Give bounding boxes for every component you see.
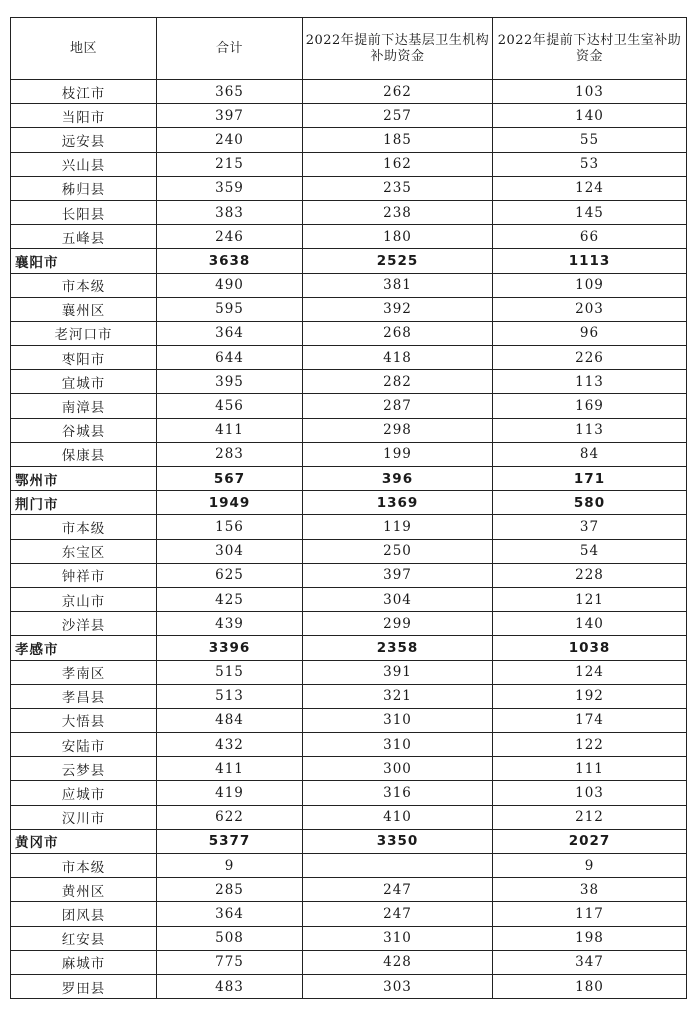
region-cell: 孝昌县 <box>11 684 157 708</box>
region-cell: 枣阳市 <box>11 346 157 370</box>
table-row <box>11 442 687 466</box>
table-row <box>11 104 687 128</box>
region-cell: 麻城市 <box>11 950 157 974</box>
grassroots-fund-cell: 391 <box>303 660 493 684</box>
table-row <box>11 200 687 224</box>
total-cell: 397 <box>157 104 303 128</box>
table-row <box>11 926 687 950</box>
table-row <box>11 974 687 998</box>
village-fund-cell: 55 <box>493 128 687 152</box>
total-cell: 359 <box>157 176 303 200</box>
table-row <box>11 394 687 418</box>
grassroots-fund-cell: 2525 <box>303 249 493 273</box>
region-cell: 应城市 <box>11 781 157 805</box>
table-row <box>11 418 687 442</box>
grassroots-fund-cell: 2358 <box>303 636 493 660</box>
table-row <box>11 346 687 370</box>
grassroots-fund-cell: 310 <box>303 926 493 950</box>
grassroots-fund-cell: 250 <box>303 539 493 563</box>
table-row <box>11 612 687 636</box>
table-row <box>11 708 687 732</box>
table-row <box>11 539 687 563</box>
grassroots-fund-cell: 310 <box>303 708 493 732</box>
grassroots-fund-cell: 397 <box>303 563 493 587</box>
total-cell: 513 <box>157 684 303 708</box>
region-cell: 老河口市 <box>11 321 157 345</box>
grassroots-fund-cell: 299 <box>303 612 493 636</box>
total-cell: 364 <box>157 321 303 345</box>
grassroots-fund-cell: 410 <box>303 805 493 829</box>
village-fund-cell: 113 <box>493 418 687 442</box>
total-cell: 515 <box>157 660 303 684</box>
total-cell: 411 <box>157 418 303 442</box>
village-fund-cell: 122 <box>493 733 687 757</box>
header-grassroots-fund: 2022年提前下达基层卫生机构补助资金 <box>303 18 493 80</box>
table-row <box>11 587 687 611</box>
table-row <box>11 950 687 974</box>
village-fund-cell: 124 <box>493 176 687 200</box>
grassroots-fund-cell: 381 <box>303 273 493 297</box>
village-fund-cell: 203 <box>493 297 687 321</box>
region-cell: 五峰县 <box>11 225 157 249</box>
region-cell: 襄阳市 <box>11 249 157 273</box>
total-cell: 9 <box>157 854 303 878</box>
grassroots-fund-cell: 119 <box>303 515 493 539</box>
total-cell: 383 <box>157 200 303 224</box>
grassroots-fund-cell: 282 <box>303 370 493 394</box>
grassroots-fund-cell: 392 <box>303 297 493 321</box>
village-fund-cell: 192 <box>493 684 687 708</box>
total-cell: 3396 <box>157 636 303 660</box>
table-row <box>11 321 687 345</box>
table-row <box>11 370 687 394</box>
region-cell: 汉川市 <box>11 805 157 829</box>
grassroots-fund-cell: 321 <box>303 684 493 708</box>
total-cell: 283 <box>157 442 303 466</box>
region-cell: 远安县 <box>11 128 157 152</box>
region-cell: 市本级 <box>11 515 157 539</box>
city-total-row <box>11 249 687 273</box>
table-row <box>11 733 687 757</box>
grassroots-fund-cell: 235 <box>303 176 493 200</box>
region-cell: 团风县 <box>11 902 157 926</box>
total-cell: 508 <box>157 926 303 950</box>
table-row <box>11 878 687 902</box>
village-fund-cell: 226 <box>493 346 687 370</box>
region-cell: 沙洋县 <box>11 612 157 636</box>
region-cell: 安陆市 <box>11 733 157 757</box>
village-fund-cell: 111 <box>493 757 687 781</box>
grassroots-fund-cell: 396 <box>303 467 493 491</box>
region-cell: 东宝区 <box>11 539 157 563</box>
region-cell: 孝感市 <box>11 636 157 660</box>
total-cell: 456 <box>157 394 303 418</box>
village-fund-cell: 103 <box>493 80 687 104</box>
total-cell: 304 <box>157 539 303 563</box>
village-fund-cell: 169 <box>493 394 687 418</box>
region-cell: 大悟县 <box>11 708 157 732</box>
village-fund-cell: 212 <box>493 805 687 829</box>
grassroots-fund-cell: 238 <box>303 200 493 224</box>
table-row <box>11 152 687 176</box>
region-cell: 市本级 <box>11 273 157 297</box>
total-cell: 156 <box>157 515 303 539</box>
grassroots-fund-cell: 428 <box>303 950 493 974</box>
village-fund-cell: 171 <box>493 467 687 491</box>
region-cell: 谷城县 <box>11 418 157 442</box>
region-cell: 罗田县 <box>11 974 157 998</box>
village-fund-cell: 124 <box>493 660 687 684</box>
funding-table-container <box>10 17 686 999</box>
grassroots-fund-cell: 287 <box>303 394 493 418</box>
region-cell: 黄冈市 <box>11 829 157 853</box>
region-cell: 宜城市 <box>11 370 157 394</box>
village-fund-cell: 198 <box>493 926 687 950</box>
total-cell: 395 <box>157 370 303 394</box>
region-cell: 钟祥市 <box>11 563 157 587</box>
table-row <box>11 854 687 878</box>
region-cell: 黄州区 <box>11 878 157 902</box>
total-cell: 215 <box>157 152 303 176</box>
table-row <box>11 273 687 297</box>
table-row <box>11 225 687 249</box>
table-body <box>11 80 687 999</box>
total-cell: 425 <box>157 587 303 611</box>
village-fund-cell: 580 <box>493 491 687 515</box>
grassroots-fund-cell: 1369 <box>303 491 493 515</box>
village-fund-cell: 140 <box>493 612 687 636</box>
total-cell: 567 <box>157 467 303 491</box>
region-cell: 保康县 <box>11 442 157 466</box>
table-row <box>11 757 687 781</box>
grassroots-fund-cell: 162 <box>303 152 493 176</box>
total-cell: 775 <box>157 950 303 974</box>
region-cell: 红安县 <box>11 926 157 950</box>
region-cell: 长阳县 <box>11 200 157 224</box>
village-fund-cell: 84 <box>493 442 687 466</box>
grassroots-fund-cell: 268 <box>303 321 493 345</box>
region-cell: 云梦县 <box>11 757 157 781</box>
region-cell: 荆门市 <box>11 491 157 515</box>
village-fund-cell: 109 <box>493 273 687 297</box>
table-header <box>11 18 687 80</box>
grassroots-fund-cell: 247 <box>303 878 493 902</box>
region-cell: 市本级 <box>11 854 157 878</box>
total-cell: 1949 <box>157 491 303 515</box>
village-fund-cell: 54 <box>493 539 687 563</box>
total-cell: 364 <box>157 902 303 926</box>
grassroots-fund-cell: 300 <box>303 757 493 781</box>
table-row <box>11 781 687 805</box>
region-cell: 鄂州市 <box>11 467 157 491</box>
grassroots-fund-cell: 303 <box>303 974 493 998</box>
region-cell: 秭归县 <box>11 176 157 200</box>
table-row <box>11 80 687 104</box>
total-cell: 490 <box>157 273 303 297</box>
village-fund-cell: 113 <box>493 370 687 394</box>
header-row <box>11 18 687 80</box>
village-fund-cell: 174 <box>493 708 687 732</box>
city-total-row <box>11 829 687 853</box>
total-cell: 439 <box>157 612 303 636</box>
village-fund-cell: 103 <box>493 781 687 805</box>
grassroots-fund-cell: 185 <box>303 128 493 152</box>
table-row <box>11 515 687 539</box>
city-total-row <box>11 636 687 660</box>
village-fund-cell: 37 <box>493 515 687 539</box>
total-cell: 246 <box>157 225 303 249</box>
village-fund-cell: 1113 <box>493 249 687 273</box>
table-row <box>11 297 687 321</box>
village-fund-cell: 2027 <box>493 829 687 853</box>
total-cell: 411 <box>157 757 303 781</box>
city-total-row <box>11 491 687 515</box>
grassroots-fund-cell: 257 <box>303 104 493 128</box>
village-fund-cell: 1038 <box>493 636 687 660</box>
table-row <box>11 563 687 587</box>
grassroots-fund-cell: 180 <box>303 225 493 249</box>
region-cell: 枝江市 <box>11 80 157 104</box>
village-fund-cell: 9 <box>493 854 687 878</box>
grassroots-fund-cell: 298 <box>303 418 493 442</box>
header-total: 合计 <box>157 18 303 80</box>
village-fund-cell: 117 <box>493 902 687 926</box>
village-fund-cell: 180 <box>493 974 687 998</box>
grassroots-fund-cell: 3350 <box>303 829 493 853</box>
grassroots-fund-cell: 310 <box>303 733 493 757</box>
total-cell: 240 <box>157 128 303 152</box>
total-cell: 419 <box>157 781 303 805</box>
total-cell: 432 <box>157 733 303 757</box>
region-cell: 南漳县 <box>11 394 157 418</box>
total-cell: 644 <box>157 346 303 370</box>
grassroots-fund-cell: 199 <box>303 442 493 466</box>
village-fund-cell: 121 <box>493 587 687 611</box>
table-row <box>11 176 687 200</box>
village-fund-cell: 38 <box>493 878 687 902</box>
village-fund-cell: 140 <box>493 104 687 128</box>
header-region: 地区 <box>11 18 157 80</box>
total-cell: 285 <box>157 878 303 902</box>
village-fund-cell: 145 <box>493 200 687 224</box>
region-cell: 京山市 <box>11 587 157 611</box>
region-cell: 襄州区 <box>11 297 157 321</box>
total-cell: 3638 <box>157 249 303 273</box>
region-cell: 当阳市 <box>11 104 157 128</box>
grassroots-fund-cell: 316 <box>303 781 493 805</box>
region-cell: 兴山县 <box>11 152 157 176</box>
total-cell: 484 <box>157 708 303 732</box>
village-fund-cell: 347 <box>493 950 687 974</box>
grassroots-fund-cell: 304 <box>303 587 493 611</box>
grassroots-fund-cell: 247 <box>303 902 493 926</box>
total-cell: 5377 <box>157 829 303 853</box>
village-fund-cell: 66 <box>493 225 687 249</box>
village-fund-cell: 53 <box>493 152 687 176</box>
total-cell: 595 <box>157 297 303 321</box>
village-fund-cell: 228 <box>493 563 687 587</box>
total-cell: 625 <box>157 563 303 587</box>
city-total-row <box>11 467 687 491</box>
region-cell: 孝南区 <box>11 660 157 684</box>
table-row <box>11 660 687 684</box>
grassroots-fund-cell <box>303 854 493 878</box>
village-fund-cell: 96 <box>493 321 687 345</box>
header-village-fund: 2022年提前下达村卫生室补助资金 <box>493 18 687 80</box>
total-cell: 365 <box>157 80 303 104</box>
funding-table <box>10 17 687 999</box>
table-row <box>11 684 687 708</box>
total-cell: 483 <box>157 974 303 998</box>
table-row <box>11 902 687 926</box>
table-row <box>11 805 687 829</box>
table-row <box>11 128 687 152</box>
total-cell: 622 <box>157 805 303 829</box>
grassroots-fund-cell: 418 <box>303 346 493 370</box>
grassroots-fund-cell: 262 <box>303 80 493 104</box>
